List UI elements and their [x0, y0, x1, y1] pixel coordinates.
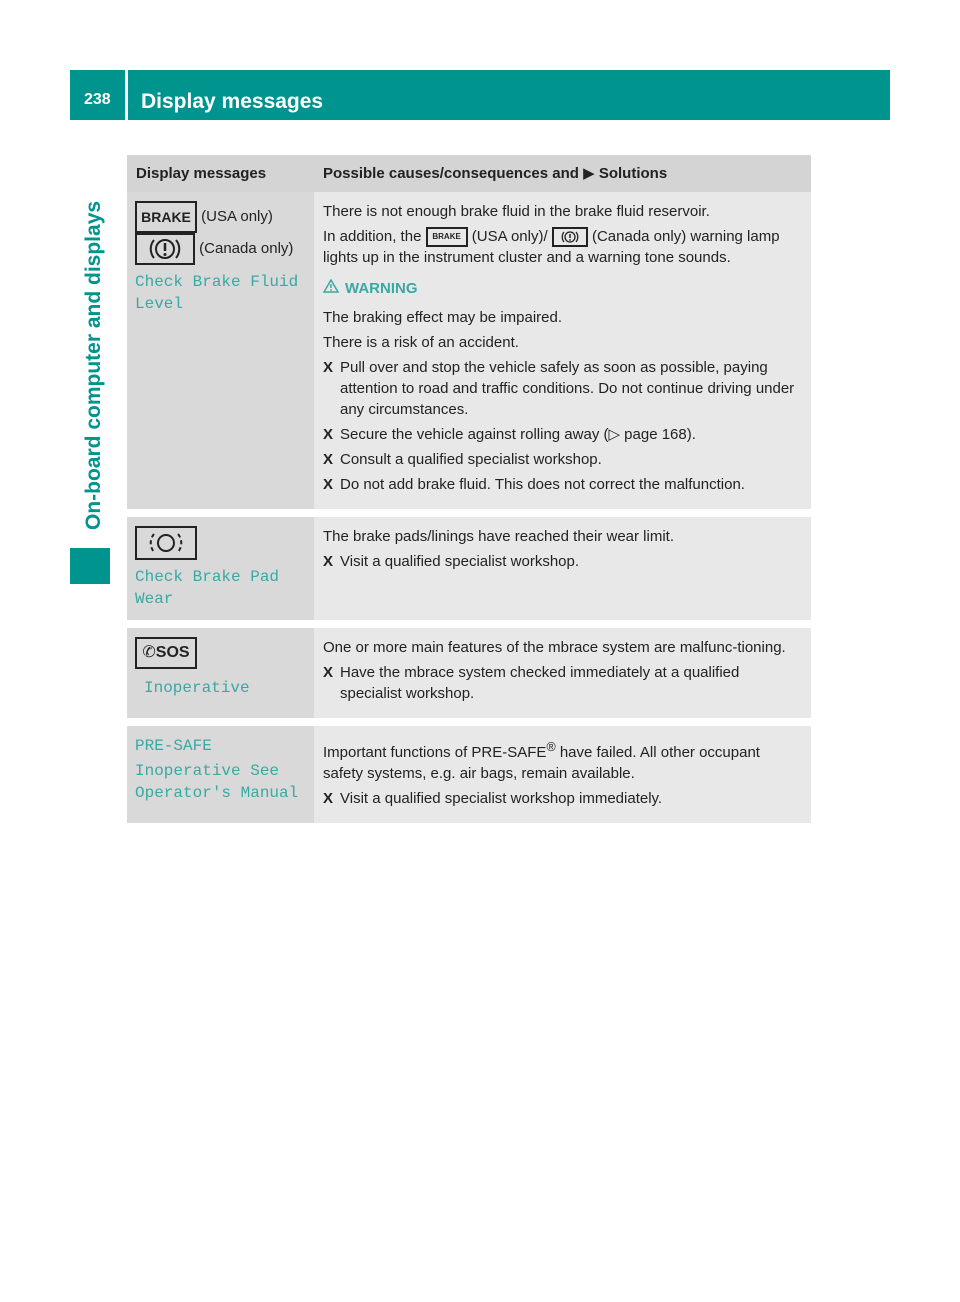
list-item: X Consult a qualified specialist workshop.: [323, 451, 602, 469]
brake-circle-warning-icon: [552, 227, 588, 247]
warning-heading: WARNING: [323, 278, 803, 299]
table-row: PRE-SAFE Inoperative See Operator's Manual Important functions of PRE-SAFE® have failed. All other occupant safety systems, e.g. air bags, remain available. X Visit a qualified specialist workshop immediately.: [127, 726, 811, 831]
display-message-text: Check Brake Pad: [135, 568, 280, 587]
list-item: X Secure the vehicle against rolling away (▷ page 168).: [323, 426, 696, 444]
step-marker-icon: X: [323, 426, 334, 444]
display-messages-table: [127, 155, 811, 831]
brake-pad-wear-icon: [135, 526, 197, 560]
table-header-row: [127, 155, 811, 192]
step-marker-icon: X: [323, 790, 334, 808]
table-row: BRAKE (USA only) (Canada only) Check Brake Fluid Level There is not enough brake fluid in the brake fluid reservoir. In addition, the BRAKE (USA only)/ (Canada only) warning lamp lights up in the instrument cluster and a warning tone sounds. WARNING The braking effect may be impaired. There is a risk of an accident. X Pull over and stop the vehicle safely as soon as possible, paying attention to road and traffic conditions. Do not continue driving under any circumstances. X Secure the vehicle against rolling away (▷ page 168). X Consult a qualified specialist workshop. X Do not add brake fluid. This does not correct the malfunction.: [127, 192, 811, 517]
page-title: Display messages: [141, 90, 324, 113]
column-header-causes: Possible causes/consequences and ▶ Solutions: [314, 155, 811, 192]
step-marker-icon: X: [323, 553, 334, 571]
arrow-right-icon: ▶: [583, 165, 595, 182]
list-item: X Do not add brake fluid. This does not correct the malfunction.: [323, 476, 745, 494]
list-item: X Pull over and stop the vehicle safely as soon as possible, paying attention to road and traffic conditions. Do not continue driving under any circumstances.: [323, 359, 795, 419]
list-item: X Visit a qualified specialist workshop immediately.: [323, 790, 663, 808]
list-item: X Visit a qualified specialist workshop.: [323, 553, 580, 571]
warning-triangle-icon: [323, 278, 339, 299]
page-number: 238: [84, 91, 111, 108]
step-marker-icon: X: [323, 664, 334, 682]
sos-phone-icon: ✆SOS: [135, 637, 197, 669]
page-header: [70, 70, 890, 120]
column-header-messages: Display messages: [127, 155, 314, 192]
display-message-text: Operator's Manual: [135, 784, 299, 803]
table-row: Check Brake Pad Wear The brake pads/linings have reached their wear limit. X Visit a qualified specialist workshop.: [127, 517, 811, 628]
step-marker-icon: X: [323, 476, 334, 494]
display-message-text: Check Brake Fluid: [135, 273, 299, 291]
header-divider: [125, 70, 128, 120]
table-row: ✆SOS Inoperative One or more main features of the mbrace system are malfunc-tioning. X Have the mbrace system checked immediately at a qualified specialist workshop.: [127, 628, 811, 726]
step-marker-icon: X: [323, 359, 334, 377]
brake-circle-warning-icon: [135, 233, 195, 265]
list-item: X Have the mbrace system checked immediately at a qualified specialist workshop.: [323, 664, 740, 703]
section-tab-label: On-board computer and displays: [82, 200, 105, 530]
display-message-text: PRE-SAFE: [135, 737, 212, 756]
display-message-text: Inoperative: [144, 679, 250, 698]
display-message-text: Level: [135, 295, 184, 313]
section-tab-marker: [70, 548, 110, 584]
brake-warning-icon: BRAKE: [426, 227, 468, 247]
display-message-text: Inoperative See: [135, 762, 280, 781]
brake-warning-icon: BRAKE: [135, 201, 197, 233]
step-marker-icon: X: [323, 451, 334, 469]
display-message-text: Wear: [135, 590, 174, 609]
